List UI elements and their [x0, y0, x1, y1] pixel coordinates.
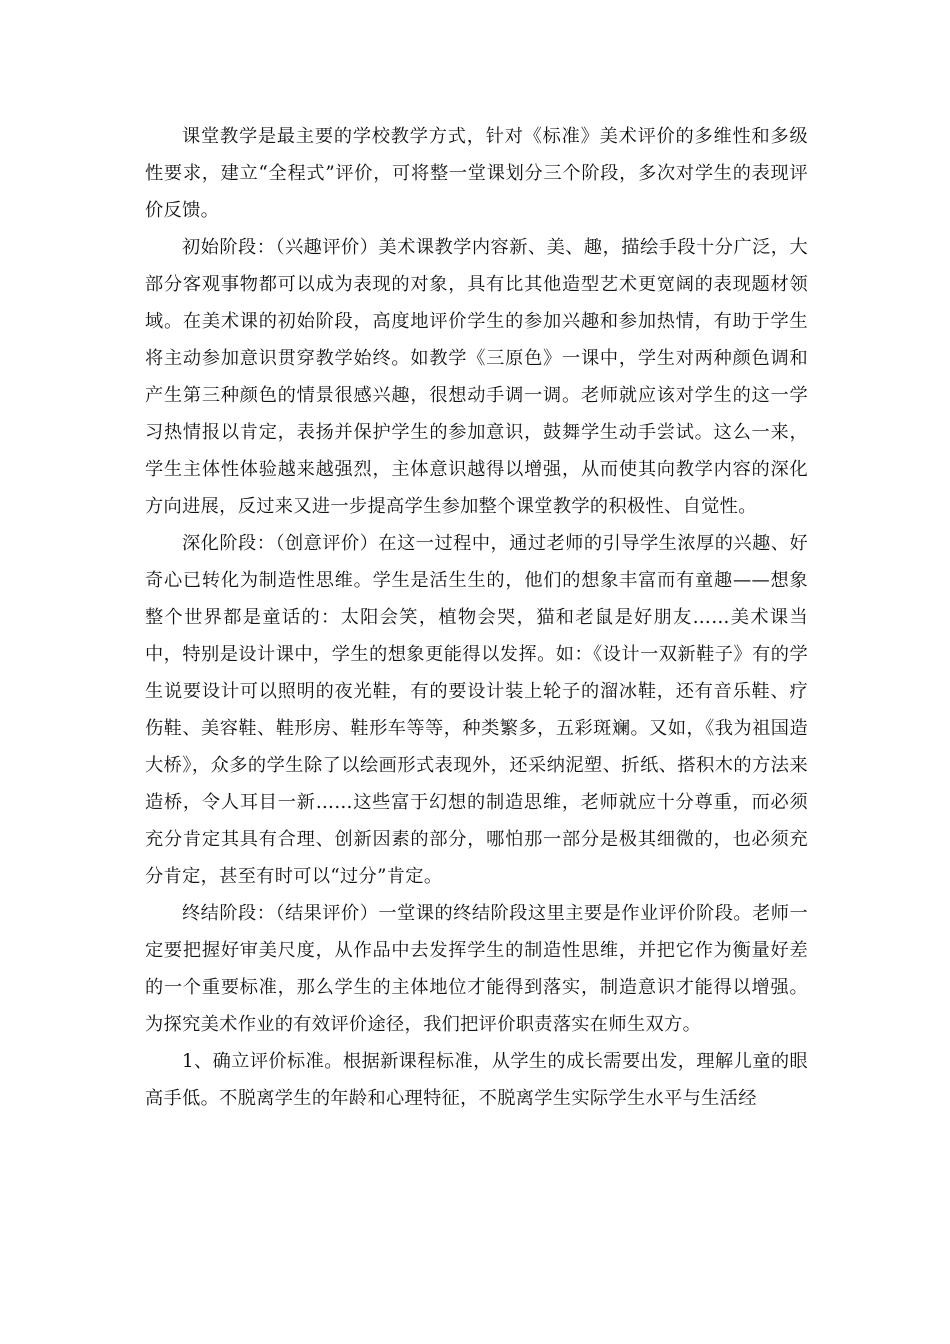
paragraph-deepening-stage: 深化阶段：（创意评价）在这一过程中，通过老师的引导学生浓厚的兴趣、好奇心已转化为制造性思维。学生是活生生的，他们的想象丰富而有童趣——想象整个世界都是童话的：太阳会笑，植物会哭，猫和老鼠是好朋友……美术课当中，特别是设计课中，学生的想象更能得以发挥。如：《设计一双新鞋子》有的学生说要设计可以照明的夜光鞋，有的要设计装上轮子的溜冰鞋，还有音乐鞋、疗伤鞋、美容鞋、鞋形房、鞋形车等等，种类繁多，五彩斑斓。又如，《我为祖国造大桥》，众多的学生除了以绘画形式表现外，还采纳泥塑、折纸、搭积木的方法来造桥，令人耳目一新……这些富于幻想的制造思维，老师就应十分尊重，而必须充分肯定其具有合理、创新因素的部分，哪怕那一部分是极其细微的，也必须充分肯定，甚至有时可以“过分”肯定。: [145, 533, 808, 887]
paragraph-final-stage: 终结阶段：（结果评价）一堂课的终结阶段这里主要是作业评价阶段。老师一定要把握好审美尺度，从作品中去发挥学生的制造性思维，并把它作为衡量好差的一个重要标准，那么学生的主体地位才能得到落实，制造意识才能得以增强。为探究美术作业的有效评价途径，我们把评价职责落实在师生双方。: [145, 903, 808, 1035]
paragraph-initial-stage: 初始阶段：（兴趣评价）美术课教学内容新、美、趣，描绘手段十分广泛，大部分客观事物都可以成为表现的对象，具有比其他造型艺术更宽阔的表现题材领域。在美术课的初始阶段，高度地评价学生的参加兴趣和参加热情，有助于学生将主动参加意识贯穿教学始终。如教学《三原色》一课中，学生对两种颜色调和产生第三种颜色的情景很感兴趣，很想动手调一调。老师就应该对学生的这一学习热情报以肯定，表扬并保护学生的参加意识，鼓舞学生动手尝试。这么一来，学生主体性体验越来越强烈，主体意识越得以增强，从而使其向教学内容的深化方向进展，反过来又进一步提高学生参加整个课堂教学的积极性、自觉性。: [145, 237, 808, 517]
paragraph-evaluation-standard: 1、确立评价标准。根据新课程标准，从学生的成长需要出发，理解儿童的眼高手低。不脱离学生的年龄和心理特征，不脱离学生实际学生水平与生活经: [145, 1051, 808, 1109]
body-text: [145, 118, 808, 1117]
paragraph-intro: 课堂教学是最主要的学校教学方式，针对《标准》美术评价的多维性和多级性要求，建立“全程式”评价，可将整一堂课划分三个阶段，多次对学生的表现评价反馈。: [145, 126, 808, 221]
